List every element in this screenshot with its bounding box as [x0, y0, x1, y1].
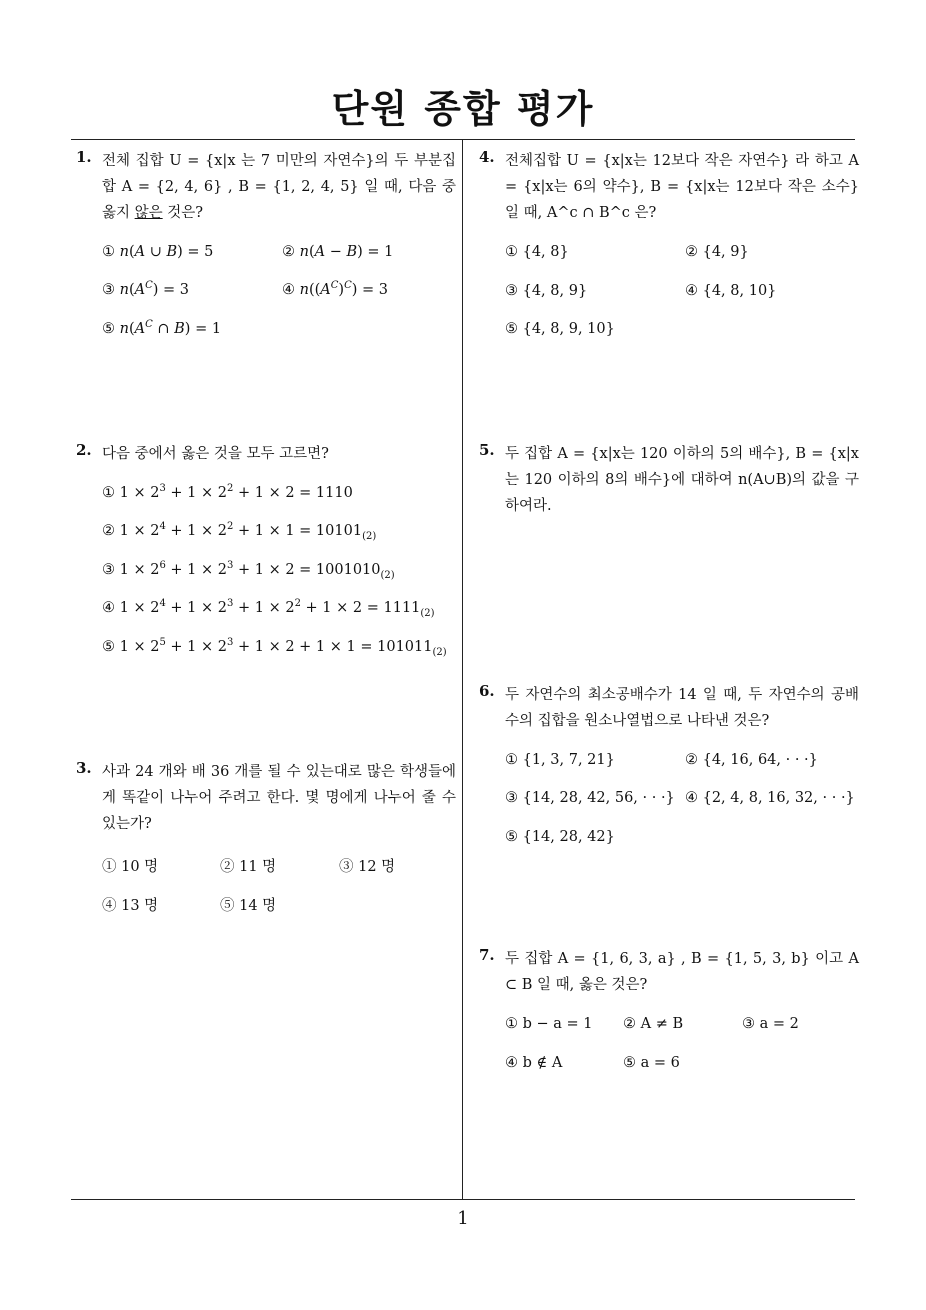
- question-number: 2.: [76, 441, 92, 459]
- question-5: [479, 441, 859, 519]
- question-number: 4.: [479, 148, 495, 166]
- option-3[interactable]: ③ $1 \times 2^6 + 1 \times 2^3 + 1 \times 2 = 1001010_{(2)}$: [102, 560, 395, 581]
- option-2[interactable]: ② $1 \times 2^4 + 1 \times 2^2 + 1 \times 1 = 10101_{(2)}$: [102, 521, 377, 542]
- option-5[interactable]: ⑤ 14 명: [220, 898, 277, 914]
- option-5[interactable]: ⑤ {4, 8, 9, 10}: [505, 321, 615, 337]
- option-1[interactable]: ① b − a = 1: [505, 1016, 593, 1032]
- option-3[interactable]: ③ a = 2: [742, 1016, 799, 1032]
- question-text: 두 집합 A = {x|x는 120 이하의 5의 배수}, B = {x|x는 120 이하의 8의 배수}에 대하여 n(A∪B)의 값을 구하여라.: [505, 446, 859, 514]
- math-set-A: A = {2, 4, 6}: [121, 179, 223, 195]
- question-text: 다음 중에서 옳은 것을 모두 고르면?: [102, 446, 329, 462]
- math-set-U: U = {x|x 는 7 미만의 자연수}: [169, 153, 375, 169]
- answer-options: [505, 752, 859, 862]
- option-4[interactable]: ④ $1 \times 2^4 + 1 \times 2^3 + 1 \times 2^2 + 1 \times 2 = 1111_{(2)}$: [102, 598, 435, 619]
- option-5[interactable]: ⑤ a = 6: [623, 1055, 680, 1071]
- answer-options: [102, 855, 456, 925]
- question-number: 3.: [76, 759, 92, 777]
- option-4[interactable]: ④ {2, 4, 8, 16, 32, · · ·}: [685, 790, 855, 806]
- question-number: 6.: [479, 682, 495, 700]
- option-4[interactable]: ④ b ∉ A: [505, 1055, 563, 1071]
- option-2[interactable]: ② {4, 9}: [685, 244, 749, 260]
- option-2[interactable]: ② A ≠ B: [623, 1016, 684, 1032]
- answer-options: [102, 485, 456, 675]
- option-3[interactable]: ③ $n(A^C) = 3$: [102, 280, 190, 298]
- math-set-B: B = {1, 2, 4, 5}: [238, 179, 359, 195]
- option-2[interactable]: ② n(A − B) = 1: [282, 244, 394, 260]
- question-3: [76, 759, 456, 925]
- option-2[interactable]: ② {4, 16, 64, · · ·}: [685, 752, 818, 768]
- question-1: [76, 148, 456, 354]
- option-1[interactable]: ① n(A ∪ B) = 5: [102, 244, 214, 260]
- answer-options: [102, 244, 456, 354]
- option-1[interactable]: ① {1, 3, 7, 21}: [505, 752, 615, 768]
- option-5[interactable]: ⑤ {14, 28, 42}: [505, 829, 615, 845]
- option-4[interactable]: ④ 13 명: [102, 898, 159, 914]
- question-7: [479, 946, 859, 1086]
- option-2[interactable]: ② 11 명: [220, 859, 277, 875]
- question-4: [479, 148, 859, 354]
- question-number: 7.: [479, 946, 495, 964]
- top-rule: [71, 139, 855, 140]
- question-2: [76, 441, 456, 675]
- bottom-rule: [71, 1199, 855, 1200]
- question-text: 두 집합 A = {1, 6, 3, a} , B = {1, 5, 3, b} 이고 A ⊂ B 일 때, 옳은 것은?: [505, 951, 859, 993]
- option-5[interactable]: ⑤ $1 \times 2^5 + 1 \times 2^3 + 1 \times 2 + 1 \times 1 = 101011_{(2)}$: [102, 637, 447, 658]
- option-3[interactable]: ③ {4, 8, 9}: [505, 283, 588, 299]
- option-1[interactable]: ① {4, 8}: [505, 244, 569, 260]
- question-number: 5.: [479, 441, 495, 459]
- column-divider: [462, 139, 463, 1199]
- answer-options: [505, 244, 859, 354]
- page-title: 단원 종합 평가: [331, 87, 595, 131]
- option-3[interactable]: ③ {14, 28, 42, 56, · · ·}: [505, 790, 675, 806]
- question-text: 사과 24 개와 배 36 개를 될 수 있는대로 많은 학생들에게 똑같이 나누어 주려고 한다. 몇 명에게 나누어 줄 수 있는가?: [102, 764, 456, 832]
- question-text: 전체집합 U = {x|x는 12보다 작은 자연수} 라 하고 A = {x|x는 6의 약수}, B = {x|x는 12보다 작은 소수} 일 때, A^c ∩ B^c 은?: [505, 153, 859, 221]
- option-4[interactable]: ④ {4, 8, 10}: [685, 283, 777, 299]
- question-6: [479, 682, 859, 862]
- underlined-word: 않은: [134, 205, 163, 221]
- question-text: 두 자연수의 최소공배수가 14 일 때, 두 자연수의 공배수의 집합을 원소나열법으로 나타낸 것은?: [505, 687, 859, 729]
- option-5[interactable]: ⑤ $n(A^C$ ∩ B) = 1: [102, 319, 222, 337]
- question-text: 전체 집합 U = {x|x 는 7 미만의 자연수}의 두 부분집합 A = {2, 4, 6} , B = {1, 2, 4, 5} 일 때, 다음 중 옳지 않은 것은?: [102, 153, 457, 221]
- option-1[interactable]: ① 10 명: [102, 859, 159, 875]
- page-number: 1: [457, 1208, 469, 1229]
- option-4[interactable]: ④ $n((A^C)^C) = 3$: [282, 280, 388, 298]
- question-number: 1.: [76, 148, 92, 166]
- option-3[interactable]: ③ 12 명: [339, 859, 396, 875]
- option-1[interactable]: ① $1 \times 2^3 + 1 \times 2^2 + 1 \times 2 = 1110$: [102, 483, 353, 501]
- answer-options: [505, 1016, 859, 1086]
